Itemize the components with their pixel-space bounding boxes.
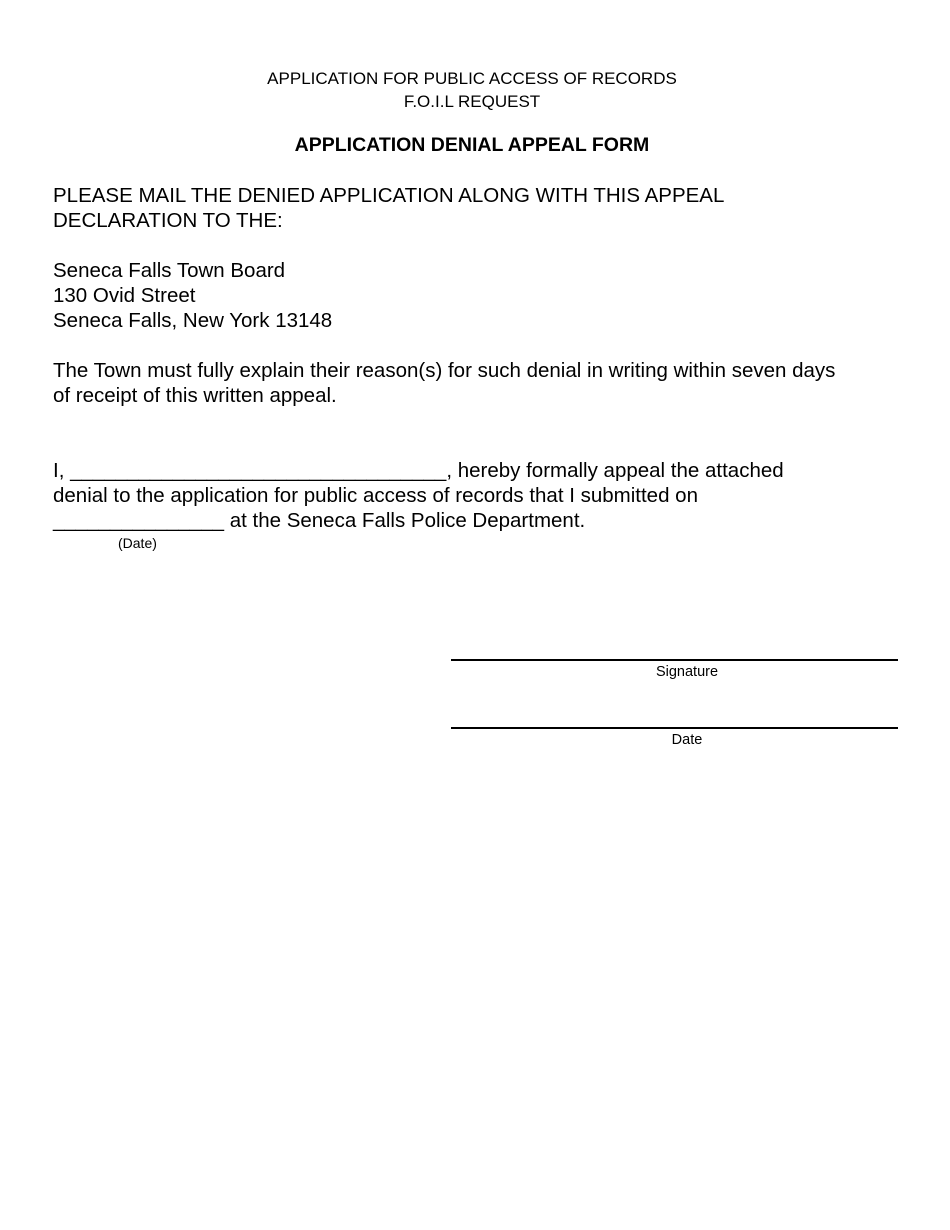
explanation-line-1: The Town must fully explain their reason(s) for such denial in writing within seven days xyxy=(53,359,836,382)
declaration-line-3: _______________ at the Seneca Falls Police Department. xyxy=(53,509,586,532)
header-subtitle: F.O.I.L REQUEST xyxy=(403,92,541,111)
address-street: 130 Ovid Street xyxy=(53,284,196,307)
date-label: Date xyxy=(671,732,703,748)
mail-instruction-line-2: DECLARATION TO THE: xyxy=(53,209,283,232)
mail-instruction-line-1: PLEASE MAIL THE DENIED APPLICATION ALONG WITH THIS APPEAL xyxy=(53,184,725,207)
explanation-line-2: of receipt of this written appeal. xyxy=(53,384,337,407)
signature-line xyxy=(451,659,898,661)
declaration-line-1: I, _________________________________, hereby formally appeal the attached xyxy=(53,459,784,482)
form-title: APPLICATION DENIAL APPEAL FORM xyxy=(294,134,650,156)
declaration-line-2: denial to the application for public access of records that I submitted on xyxy=(53,484,698,507)
declaration-date-label: (Date) xyxy=(118,535,157,551)
header-title: APPLICATION FOR PUBLIC ACCESS OF RECORDS xyxy=(267,69,677,88)
address-city: Seneca Falls, New York 13148 xyxy=(53,309,333,332)
date-line xyxy=(451,727,898,729)
address-name: Seneca Falls Town Board xyxy=(53,259,286,282)
signature-label: Signature xyxy=(655,664,719,680)
